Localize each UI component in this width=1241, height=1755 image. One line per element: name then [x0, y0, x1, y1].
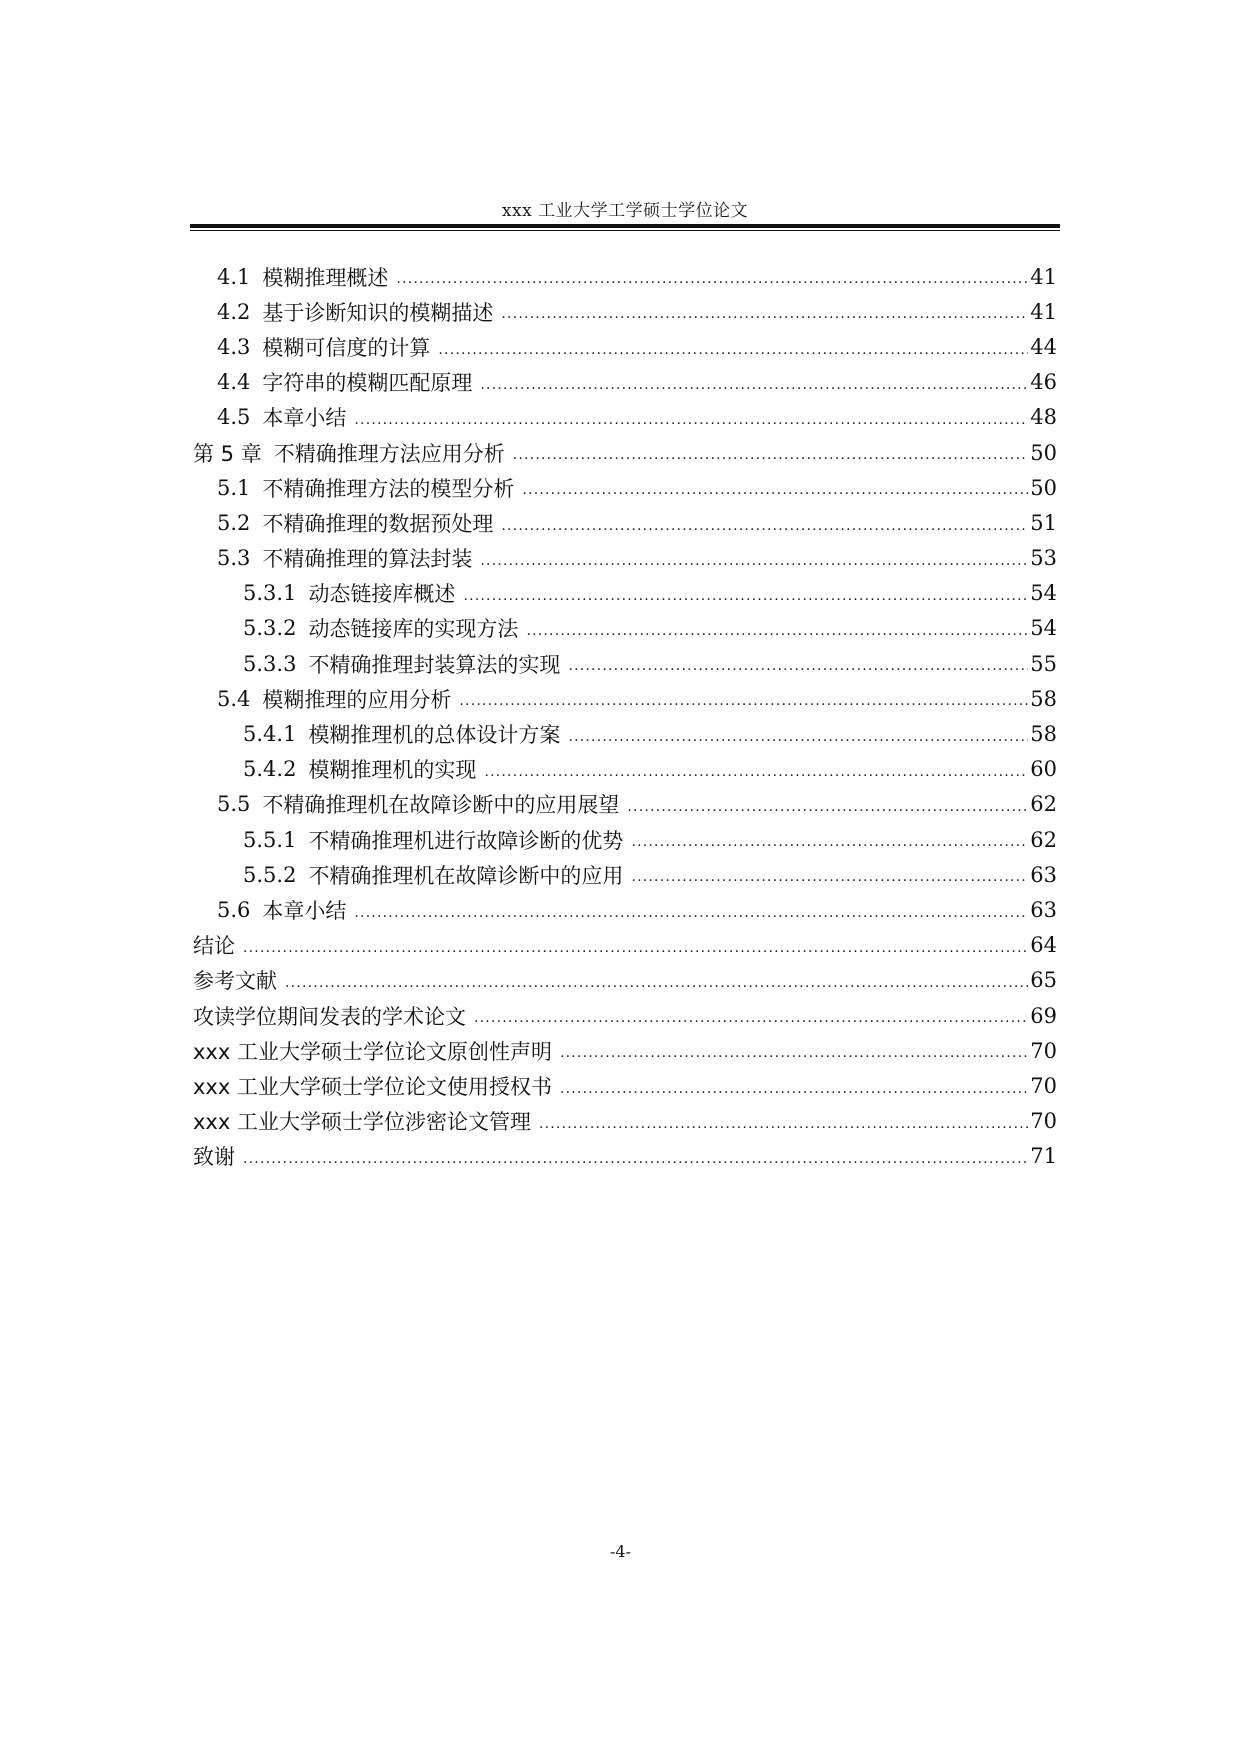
toc-entry[interactable] — [193, 716, 1057, 751]
toc-leader-dots — [285, 975, 1028, 998]
toc-entry-page: 50 — [1030, 475, 1057, 500]
toc-leader-dots — [243, 940, 1028, 963]
toc-entry[interactable] — [193, 1033, 1057, 1068]
toc-entry-number: 4.3 — [217, 334, 251, 359]
toc-entry-number: 5.3.1 — [243, 581, 297, 606]
toc-entry[interactable] — [193, 294, 1057, 329]
toc-entry[interactable] — [193, 892, 1057, 927]
toc-leader-dots — [526, 623, 1028, 646]
toc-entry-number: 5.2 — [217, 510, 251, 535]
toc-entry[interactable] — [193, 787, 1057, 822]
toc-entry-title: 不精确推理机在故障诊断中的应用展望 — [262, 793, 620, 818]
toc-entry-page: 70 — [1030, 1073, 1057, 1098]
toc-entry-title: 不精确推理方法的模型分析 — [262, 476, 515, 501]
toc-entry[interactable] — [193, 963, 1057, 998]
toc-entry-title: 本章小结 — [262, 406, 347, 431]
toc-leader-dots — [463, 588, 1028, 611]
toc-entry-title: 不精确推理机进行故障诊断的优势 — [308, 828, 624, 853]
toc-entry-title: xxx 工业大学硕士学位涉密论文管理 — [193, 1110, 531, 1135]
toc-entry[interactable] — [193, 611, 1057, 646]
toc-entry[interactable] — [193, 576, 1057, 611]
toc-entry-title: 基于诊断知识的模糊描述 — [262, 300, 494, 325]
toc-entry-page: 71 — [1030, 1144, 1057, 1169]
toc-entry-title: 结论 — [193, 934, 235, 959]
toc-leader-dots — [480, 553, 1028, 576]
toc-entry-page: 46 — [1030, 370, 1057, 395]
toc-entry-title: 模糊可信度的计算 — [262, 335, 431, 360]
toc-entry-page: 54 — [1030, 616, 1057, 641]
toc-leader-dots — [480, 377, 1028, 400]
toc-entry-number: 4.4 — [217, 370, 251, 395]
toc-entry-number: 5.6 — [217, 897, 251, 922]
toc-entry-page: 50 — [1030, 440, 1057, 465]
page-number: -4- — [610, 1542, 631, 1561]
toc-entry-title: 模糊推理的应用分析 — [262, 687, 452, 712]
toc-leader-dots — [396, 271, 1028, 294]
toc-entry-title: 致谢 — [193, 1145, 235, 1170]
toc-entry-page: 70 — [1030, 1109, 1057, 1134]
toc-entry[interactable] — [193, 1104, 1057, 1139]
toc-leader-dots — [484, 764, 1028, 787]
toc-leader-dots — [568, 658, 1028, 681]
toc-entry-title: 不精确推理的数据预处理 — [262, 511, 494, 536]
toc-entry-page: 41 — [1030, 299, 1057, 324]
toc-entry-page: 44 — [1030, 334, 1057, 359]
toc-leader-dots — [568, 729, 1028, 752]
toc-entry-page: 63 — [1030, 862, 1057, 887]
toc-entry[interactable] — [193, 752, 1057, 787]
toc-entry-page: 62 — [1030, 827, 1057, 852]
toc-entry-number: 5.4.2 — [243, 757, 297, 782]
toc-entry[interactable] — [193, 365, 1057, 400]
header-rule-thin — [190, 230, 1060, 231]
toc-entry-number: 第 5 章 — [193, 441, 262, 466]
toc-entry-page: 62 — [1030, 792, 1057, 817]
toc-entry-title: 参考文献 — [193, 969, 277, 994]
toc-entry[interactable] — [193, 470, 1057, 505]
toc-entry-page: 48 — [1030, 405, 1057, 430]
toc-leader-dots — [354, 905, 1028, 928]
toc-entry[interactable] — [193, 505, 1057, 540]
toc-entry-number: 5.3.2 — [243, 616, 297, 641]
toc-entry-title: 不精确推理的算法封装 — [262, 547, 473, 572]
header-rule-thick — [190, 224, 1060, 228]
toc-entry-page: 58 — [1030, 722, 1057, 747]
toc-entry-page: 60 — [1030, 757, 1057, 782]
toc-entry-page: 70 — [1030, 1038, 1057, 1063]
toc-entry-page: 54 — [1030, 581, 1057, 606]
toc-entry-number: 4.1 — [217, 264, 251, 289]
toc-leader-dots — [631, 834, 1028, 857]
toc-leader-dots — [631, 869, 1028, 892]
toc-entry[interactable] — [193, 400, 1057, 435]
toc-entry-number: 5.5 — [217, 792, 251, 817]
toc-entry-page: 65 — [1030, 968, 1057, 993]
toc-entry-number: 5.4.1 — [243, 722, 297, 747]
toc-entry[interactable] — [193, 646, 1057, 681]
toc-entry[interactable] — [193, 1068, 1057, 1103]
toc-entry-number: 5.4 — [217, 686, 251, 711]
toc-entry[interactable] — [193, 541, 1057, 576]
toc-leader-dots — [474, 1010, 1028, 1033]
toc-entry-title: 攻读学位期间发表的学术论文 — [193, 1004, 466, 1029]
toc-entry-title: 字符串的模糊匹配原理 — [262, 371, 473, 396]
running-header: xxx 工业大学工学硕士学位论文 — [501, 201, 749, 221]
toc-entry-number: 5.3 — [217, 546, 251, 571]
toc-entry-title: xxx 工业大学硕士学位论文使用授权书 — [193, 1074, 552, 1099]
toc-entry-page: 69 — [1030, 1003, 1057, 1028]
toc-leader-dots — [522, 482, 1028, 505]
toc-entry[interactable] — [193, 259, 1057, 294]
toc-leader-dots — [354, 412, 1028, 435]
toc-entry-page: 55 — [1030, 651, 1057, 676]
toc-leader-dots — [560, 1081, 1028, 1104]
toc-leader-dots — [501, 306, 1028, 329]
toc-entry-title: 本章小结 — [262, 898, 347, 923]
toc-entry-title: 模糊推理概述 — [262, 265, 389, 290]
toc-entry-number: 4.5 — [217, 405, 251, 430]
toc-entry-title: xxx 工业大学硕士学位论文原创性声明 — [193, 1039, 552, 1064]
toc-entry-title: 不精确推理封装算法的实现 — [308, 652, 561, 677]
toc-entry-title: 模糊推理机的总体设计方案 — [308, 723, 561, 748]
toc-entry-page: 58 — [1030, 686, 1057, 711]
toc-entry[interactable] — [193, 681, 1057, 716]
toc-entry-page: 51 — [1030, 510, 1057, 535]
toc-entry-page: 64 — [1030, 933, 1057, 958]
toc-entry-title: 动态链接库概述 — [308, 582, 456, 607]
toc-entry-number: 4.2 — [217, 299, 251, 324]
toc-entry[interactable] — [193, 1139, 1057, 1174]
toc-entry-title: 不精确推理机在故障诊断中的应用 — [308, 863, 624, 888]
toc-entry-page: 53 — [1030, 546, 1057, 571]
toc-entry-page: 63 — [1030, 897, 1057, 922]
toc-entry[interactable] — [193, 998, 1057, 1033]
toc-leader-dots — [438, 342, 1028, 365]
toc-leader-dots — [243, 1151, 1028, 1174]
toc-entry-title: 不精确推理方法应用分析 — [273, 441, 505, 466]
toc-leader-dots — [560, 1045, 1028, 1068]
toc-entry-page: 41 — [1030, 264, 1057, 289]
toc-entry-number: 5.1 — [217, 475, 251, 500]
toc-entry-title: 模糊推理机的实现 — [308, 758, 477, 783]
toc-entry[interactable] — [193, 329, 1057, 364]
table-of-contents — [193, 259, 1057, 1174]
toc-leader-dots — [459, 693, 1028, 716]
toc-entry[interactable] — [193, 857, 1057, 892]
toc-entry[interactable] — [193, 435, 1057, 470]
toc-leader-dots — [501, 518, 1028, 541]
toc-entry[interactable] — [193, 928, 1057, 963]
toc-entry-number: 5.5.1 — [243, 827, 297, 852]
toc-leader-dots — [539, 1116, 1028, 1139]
toc-leader-dots — [513, 447, 1029, 470]
toc-entry-number: 5.5.2 — [243, 862, 297, 887]
toc-entry-title: 动态链接库的实现方法 — [308, 617, 519, 642]
toc-entry-number: 5.3.3 — [243, 651, 297, 676]
toc-leader-dots — [627, 799, 1028, 822]
toc-entry[interactable] — [193, 822, 1057, 857]
